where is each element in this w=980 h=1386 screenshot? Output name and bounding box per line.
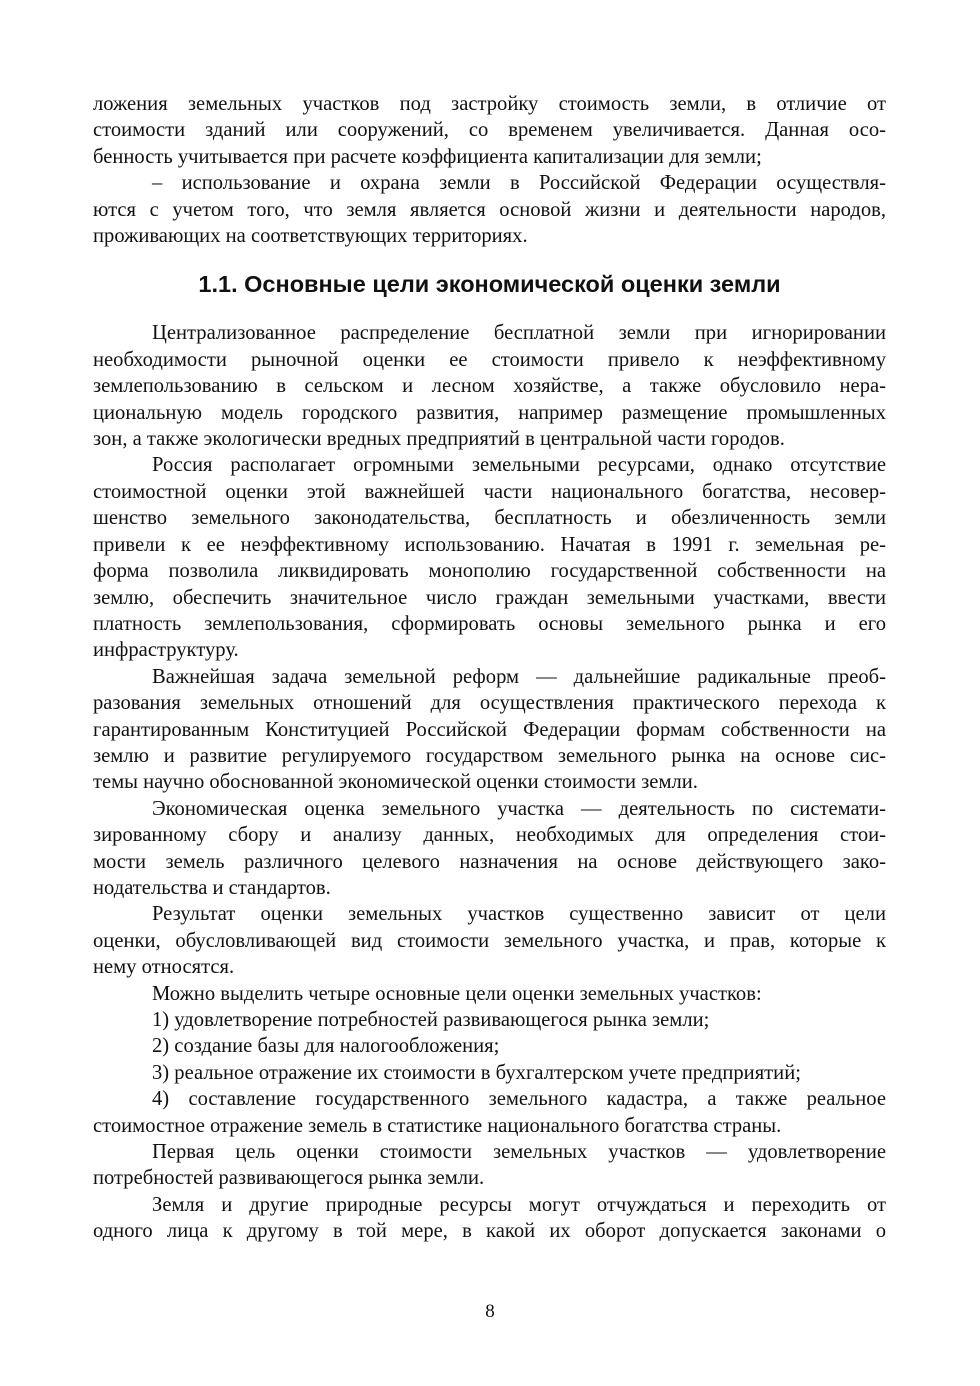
paragraph-2: Россия располагает огромными земельными ресурсами, однако отсутствие стоимостной оценки этой важнейшей части национального богатства, несовер- шенство земельного законодательства, бесплатность и обезличенность земли привели к ее неэффективному использованию. Начатая в 1991 г. земельная ре- форма позволила ликвидировать монополию государственной собственности на землю, обеспечить значительное число граждан земельными участками, ввести платность землепользования, сформировать основы земельного рынка и его инфраструктуру. [93,454,886,662]
paragraph-8: Земля и другие природные ресурсы могут отчуждаться и переходить от одного лица к другому в той мере, в какой их оборот допускается законами о [93,1193,886,1243]
dash-list-item: – использование и охрана земли в Российской Федерации осуществля- ются с учетом того, что земля является основой жизни и деятельности народов, проживающих на соответствующих территориях. [93,172,886,248]
goal-item-1: 1) удовлетворение потребностей развивающегося рынка земли; [152,1009,710,1031]
intro-paragraph: ложения земельных участков под застройку стоимость земли, в отличие от стоимости зданий или сооружений, со временем увеличивается. Данная осо- бенность учитывается при расчете коэффициента капитализации для земли; [93,93,886,168]
goal-item-2: 2) создание базы для налогообложения; [152,1035,500,1058]
page-number: 8 [485,1301,495,1322]
paragraph-7: Первая цель оценки стоимости земельных участков — удовлетворение потребностей развивающегося рынка земли. [93,1141,886,1190]
paragraph-3: Важнейшая задача земельной реформ — дальнейшие радикальные преоб- разования земельных отношений для осуществления практического перехода к гарантированным Конституцией Российской Федерации формам собственности на землю и развитие регулируемого государством земельного рынка на основе сис- темы научно обоснованной экономической оценки стоимости земли. [93,665,886,794]
section-title: 1.1. Основные цели экономической оценки земли [198,271,781,298]
paragraph-6: Можно выделить четыре основные цели оценки земельных участков: [152,982,762,1005]
page-body [93,91,886,1245]
goal-item-4: 4) составление государственного земельного кадастра, а также реальное стоимостное отражение земель в статистике национального богатства страны. [93,1088,886,1137]
paragraph-5: Результат оценки земельных участков существенно зависит от цели оценки, обусловливающей вид стоимости земельного участка, и прав, которые к нему относятся. [93,903,886,979]
paragraph-4: Экономическая оценка земельного участка — деятельность по системати- зированному сбору и анализу данных, необходимых для определения стои- мости земель различного целевого назначения на основе действующего зако- нодательства и стандартов. [93,797,886,899]
goal-item-3: 3) реальное отражение их стоимости в бухгалтерском учете предприятий; [152,1061,801,1084]
paragraph-1: Централизованное распределение бесплатной земли при игнорировании необходимости рыночной оценки ее стоимости привело к неэффективному землепользованию в сельском и лесном хозяйстве, а также обусловило нера- циональную модель городского развития, например размещение промышленных зон, а также экологически вредных предприятий в центральной части городов. [93,322,886,451]
